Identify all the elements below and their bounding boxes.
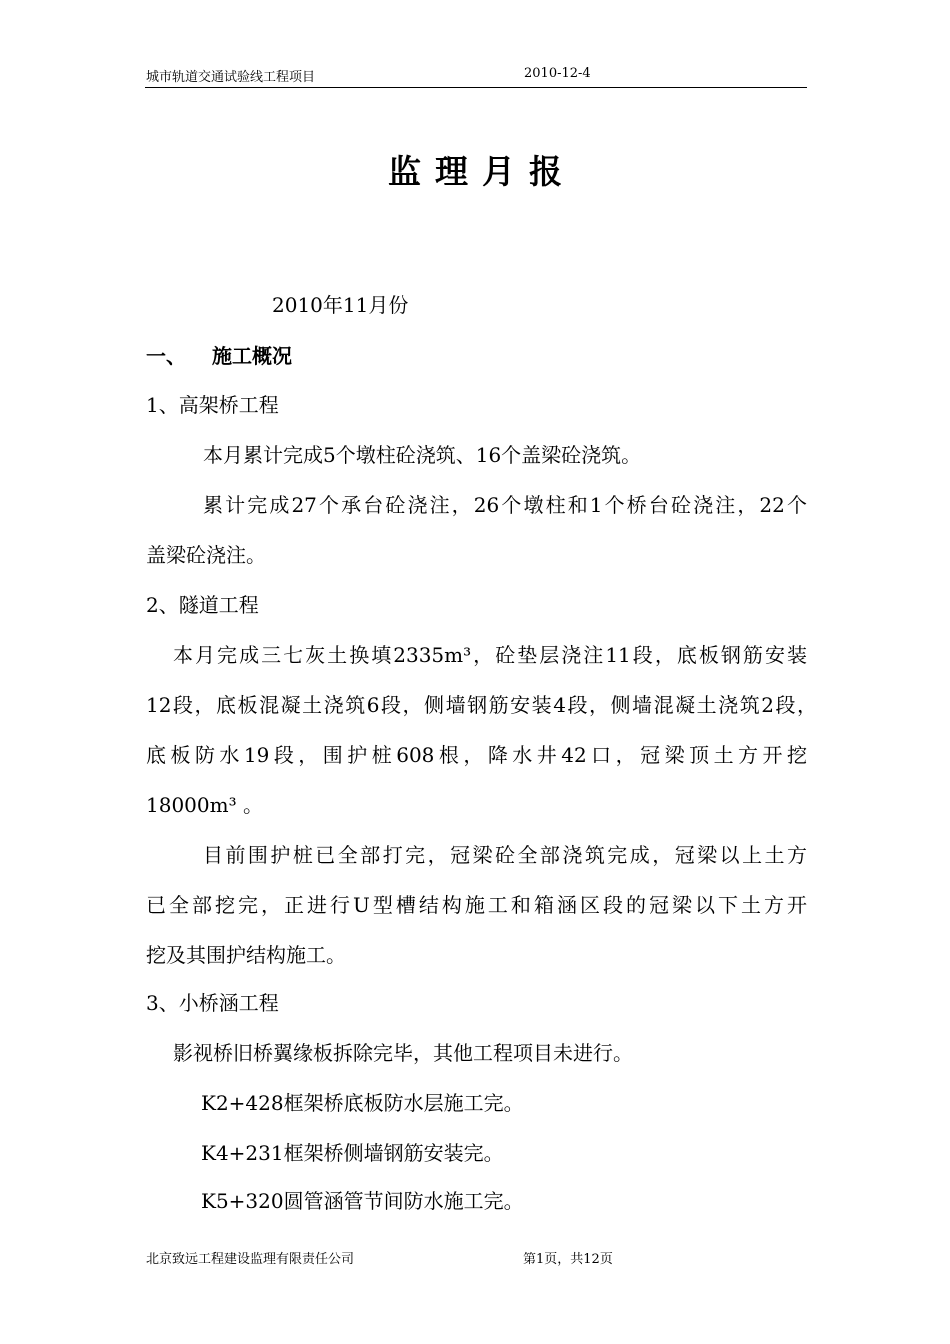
bridge-paragraph-line: 本月累计完成5个墩柱砼浇筑、16个盖梁砼浇筑。 bbox=[203, 443, 642, 467]
header-project-name: 城市轨道交通试验线工程项目 bbox=[146, 70, 316, 85]
subsection-bridge-heading: 1、高架桥工程 bbox=[146, 393, 279, 417]
footer-page-number: 第1页，共12页 bbox=[523, 1252, 613, 1267]
report-period: 2010年11月份 bbox=[272, 293, 409, 317]
tunnel-paragraph-line: 18000m³ 。 bbox=[146, 793, 263, 817]
tunnel-paragraph-line: 本月完成三七灰土换填2335m³，砼垫层浇注11段，底板钢筋安装 bbox=[173, 643, 807, 667]
tunnel-paragraph-line: 挖及其围护结构施工。 bbox=[146, 943, 346, 967]
tunnel-paragraph-line: 底板防水19段，围护桩608根，降水井42口，冠梁顶土方开挖 bbox=[146, 743, 807, 767]
culvert-paragraph-line: 影视桥旧桥翼缘板拆除完毕，其他工程项目未进行。 bbox=[173, 1041, 633, 1065]
footer-company: 北京致远工程建设监理有限责任公司 bbox=[146, 1252, 355, 1267]
header-divider bbox=[145, 87, 807, 88]
tunnel-paragraph-line: 目前围护桩已全部打完，冠梁砼全部浇筑完成，冠梁以上土方 bbox=[203, 843, 807, 867]
culvert-paragraph-line: K4+231框架桥侧墙钢筋安装完。 bbox=[201, 1141, 504, 1165]
bridge-paragraph-line: 累计完成27个承台砼浇注，26个墩柱和1个桥台砼浇注，22个 bbox=[203, 493, 807, 517]
section-heading: 施工概况 bbox=[212, 344, 292, 368]
tunnel-paragraph-line: 12段，底板混凝土浇筑6段，侧墙钢筋安装4段，侧墙混凝土浇筑2段， bbox=[146, 693, 817, 717]
subsection-tunnel-heading: 2、隧道工程 bbox=[146, 593, 259, 617]
tunnel-paragraph-line: 已全部挖完，正进行U型槽结构施工和箱涵区段的冠梁以下土方开 bbox=[146, 893, 807, 917]
culvert-paragraph-line: K5+320圆管涵管节间防水施工完。 bbox=[201, 1189, 524, 1213]
bridge-paragraph-line: 盖梁砼浇注。 bbox=[146, 543, 266, 567]
culvert-paragraph-line: K2+428框架桥底板防水层施工完。 bbox=[201, 1091, 524, 1115]
section-number: 一、 bbox=[146, 344, 186, 368]
document-title: 监理月报 bbox=[388, 152, 576, 191]
header-date: 2010-12-4 bbox=[524, 66, 591, 81]
subsection-culvert-heading: 3、小桥涵工程 bbox=[146, 991, 279, 1015]
